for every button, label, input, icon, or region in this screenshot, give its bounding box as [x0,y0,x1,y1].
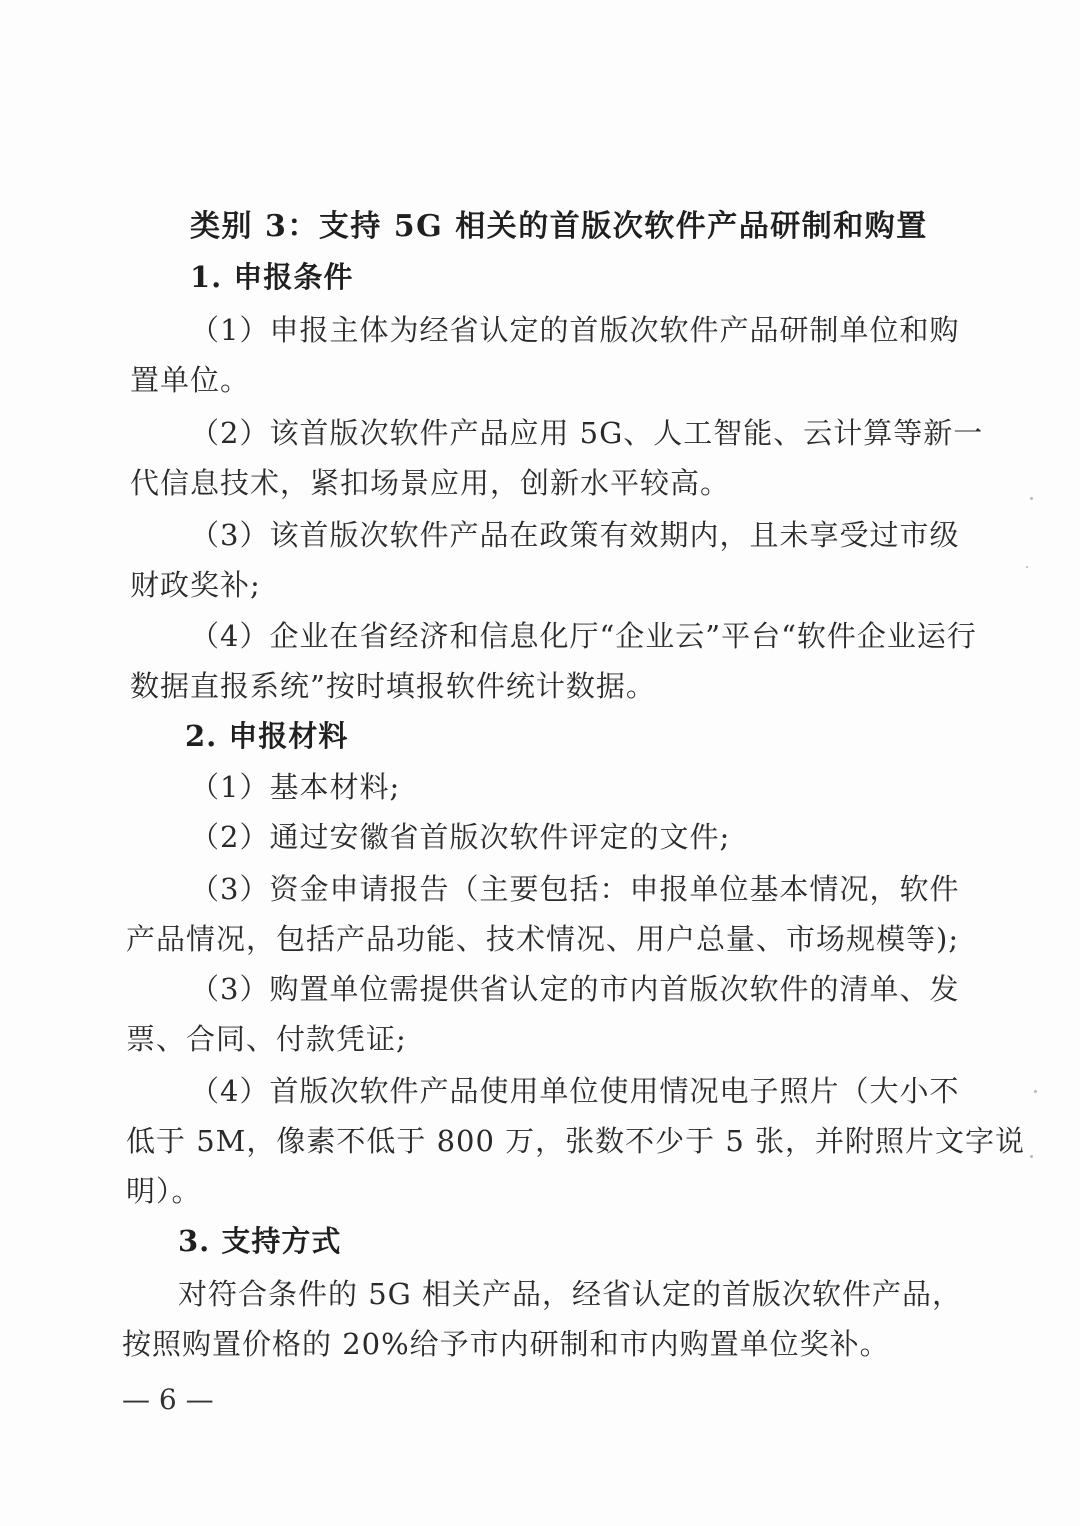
scan-speck [1034,1090,1037,1093]
section2-item4-line1: （3）购置单位需提供省认定的市内首版次软件的清单、发 [190,972,960,1006]
section2-item3-line1: （3）资金申请报告（主要包括：申报单位基本情况，软件 [190,872,960,906]
section2-item5-line1: （4）首版次软件产品使用单位使用情况电子照片（大小不 [190,1074,960,1108]
page-number: — 6 — [122,1383,214,1416]
scan-speck [1026,566,1028,568]
section1-item1-line2: 置单位。 [130,363,251,397]
section1-item1-line1: （1）申报主体为经省认定的首版次软件产品研制单位和购 [190,313,960,347]
section2-item5-line2: 低于 5M，像素不低于 800 万，张数不少于 5 张，并附照片文字说 [126,1124,1026,1158]
scan-speck [1030,497,1033,500]
section1-item2-line2: 代信息技术，紧扣场景应用，创新水平较高。 [130,466,731,500]
section3-para-line1: 对符合条件的 5G 相关产品，经省认定的首版次软件产品， [178,1277,963,1311]
section2-item5-line3: 明）。 [126,1174,202,1208]
section1-item2-line1: （2）该首版次软件产品应用 5G、人工智能、云计算等新一 [190,416,984,450]
scan-speck [1030,1155,1033,1158]
section2-item3-line2: 产品情况，包括产品功能、技术情况、用户总量、市场规模等); [126,922,960,956]
section1-item3-line1: （3）该首版次软件产品在政策有效期内，且未享受过市级 [190,518,960,552]
section1-item3-line2: 财政奖补; [130,568,261,602]
section2-heading: 2. 申报材料 [185,719,349,753]
section3-para-line2: 按照购置价格的 20%给予市内研制和市内购置单位奖补。 [122,1327,890,1361]
section2-item4-line2: 票、合同、付款凭证; [126,1022,407,1056]
section3-heading: 3. 支持方式 [178,1224,342,1258]
category-title: 类别 3：支持 5G 相关的首版次软件产品研制和购置 [190,209,928,244]
section1-item4-line2: 数据直报系统”按时填报软件统计数据。 [130,669,656,703]
section1-item4-line1: （4）企业在省经济和信息化厅“企业云”平台“软件企业运行 [190,619,977,653]
section1-heading: 1. 申报条件 [190,260,354,294]
section2-item2: （2）通过安徽省首版次软件评定的文件; [190,820,731,854]
section2-item1: （1）基本材料; [190,770,401,804]
